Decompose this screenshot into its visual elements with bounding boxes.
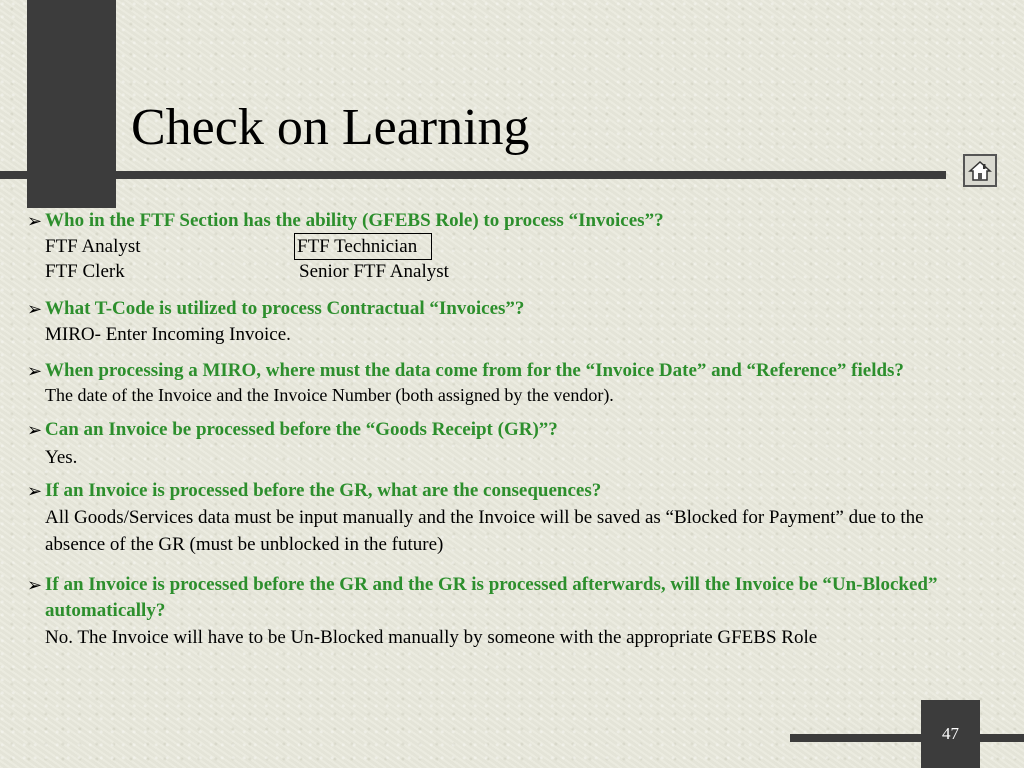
question-3 bbox=[27, 358, 965, 384]
home-icon bbox=[968, 160, 992, 182]
slide-title: Check on Learning bbox=[131, 99, 530, 156]
answer-3: The date of the Invoice and the Invoice Number (both assigned by the vendor). bbox=[45, 385, 614, 405]
option-ftf-clerk: FTF Clerk bbox=[45, 261, 125, 282]
bullet-arrow-icon: ➢ bbox=[27, 361, 43, 381]
question-5 bbox=[27, 478, 987, 504]
question-6-text: If an Invoice is processed before the GR and the GR is processed afterwards, will the Invoice be “Un-Blocked” automatically? bbox=[45, 574, 938, 621]
question-5-text: If an Invoice is processed before the GR, what are the consequences? bbox=[45, 480, 602, 501]
answer-2: MIRO- Enter Incoming Invoice. bbox=[45, 324, 291, 345]
option-ftf-analyst: FTF Analyst bbox=[45, 236, 141, 257]
question-6 bbox=[27, 572, 965, 624]
page-number: 47 bbox=[921, 700, 980, 768]
question-3-text: When processing a MIRO, where must the data come from for the “Invoice Date” and “Reference” fields? bbox=[45, 360, 904, 381]
bullet-arrow-icon: ➢ bbox=[27, 575, 43, 595]
bullet-arrow-icon: ➢ bbox=[27, 299, 43, 319]
question-1-text: Who in the FTF Section has the ability (GFEBS Role) to process “Invoices”? bbox=[45, 210, 664, 231]
answer-5: All Goods/Services data must be input manually and the Invoice will be saved as “Blocked for Payment” due to the absence of the GR (must be unblocked in the future) bbox=[45, 507, 924, 555]
question-1 bbox=[27, 208, 987, 234]
title-divider bbox=[0, 171, 946, 179]
bullet-arrow-icon: ➢ bbox=[27, 481, 43, 501]
option-senior-ftf-analyst: Senior FTF Analyst bbox=[299, 261, 449, 282]
answer-6: No. The Invoice will have to be Un-Blocked manually by someone with the appropriate GFEBS Role bbox=[45, 627, 818, 648]
question-2 bbox=[27, 296, 987, 322]
question-2-text: What T-Code is utilized to process Contractual “Invoices”? bbox=[45, 298, 525, 319]
footer-divider bbox=[790, 734, 1024, 742]
question-4-text: Can an Invoice be processed before the “Goods Receipt (GR)”? bbox=[45, 419, 558, 440]
bullet-arrow-icon: ➢ bbox=[27, 420, 43, 440]
home-button[interactable] bbox=[963, 154, 997, 187]
question-4 bbox=[27, 417, 987, 443]
bullet-arrow-icon: ➢ bbox=[27, 211, 43, 231]
answer-options bbox=[27, 234, 987, 284]
option-ftf-technician-selected: FTF Technician bbox=[295, 234, 431, 259]
slide-content bbox=[27, 208, 987, 651]
answer-4: Yes. bbox=[45, 447, 78, 468]
